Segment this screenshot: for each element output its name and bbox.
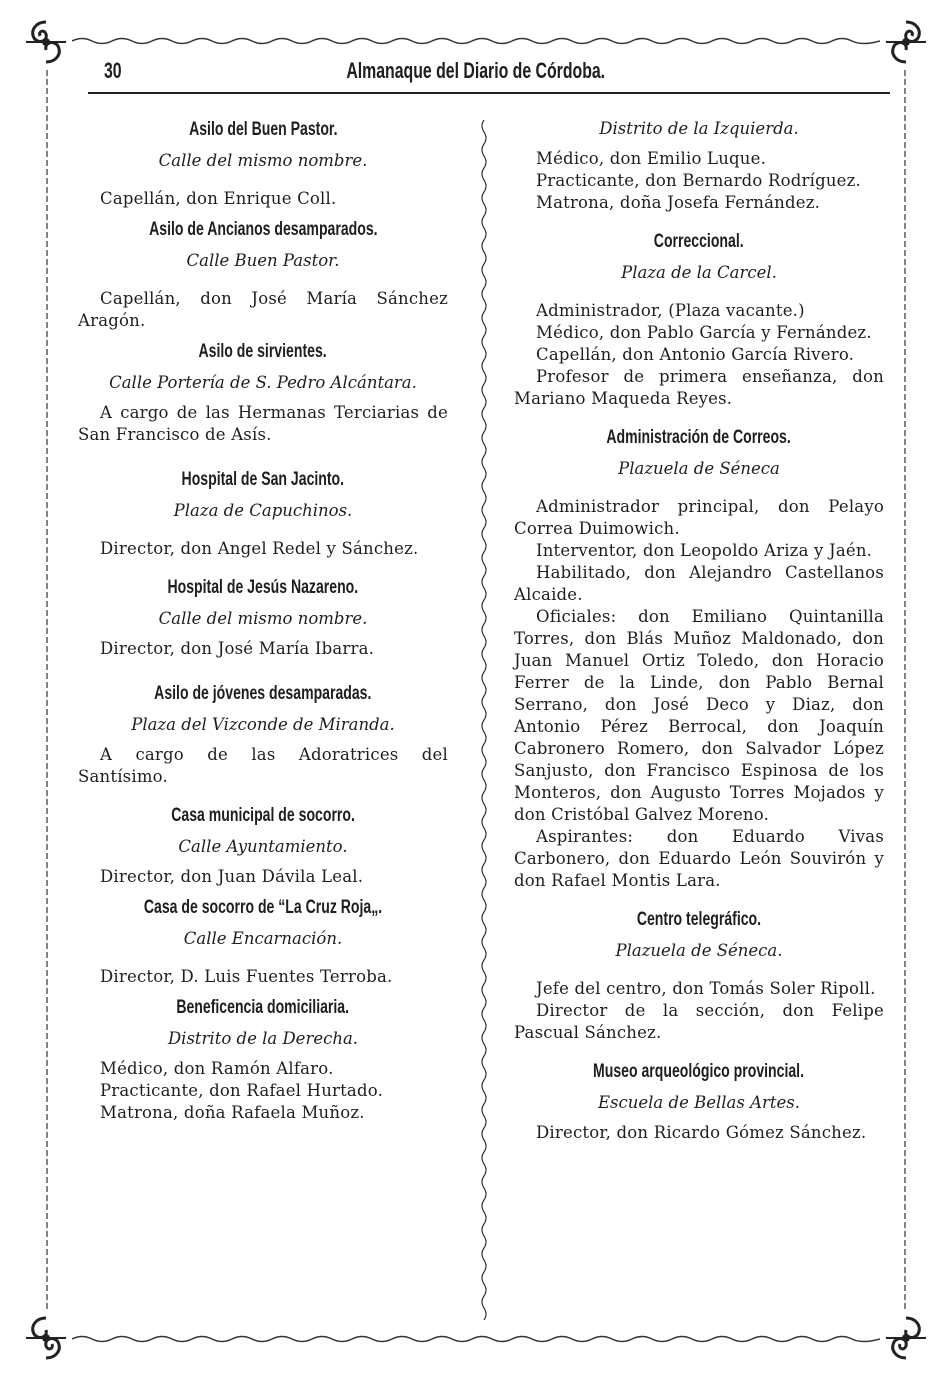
entry-text: A cargo de las Adoratrices del Santísimo. bbox=[78, 745, 448, 786]
running-title-text: Almanaque del Diario de Córdoba. bbox=[346, 58, 606, 83]
section-heading: Asilo de sirvientes. bbox=[198, 341, 328, 362]
section-heading: Hospital de San Jacinto. bbox=[181, 469, 345, 490]
section-heading: Asilo de Ancianos desamparados. bbox=[148, 219, 378, 240]
entry-text: Médico, don Ramón Alfaro. bbox=[100, 1059, 334, 1078]
entry-text: Matrona, doña Josefa Fernández. bbox=[536, 193, 821, 212]
frame-top-border bbox=[72, 36, 880, 46]
entry-text: Capellán, don Enrique Coll. bbox=[100, 189, 337, 208]
header-rule bbox=[88, 92, 890, 94]
section-address: Calle Encarnación. bbox=[183, 929, 343, 948]
entry-text: Habilitado, don Alejandro Castellanos Alcaide. bbox=[514, 563, 884, 604]
section-address: Calle Portería de S. Pedro Alcántara. bbox=[109, 373, 417, 392]
section-address: Calle Ayuntamiento. bbox=[178, 837, 348, 856]
running-title bbox=[0, 58, 952, 84]
section-hospital-san-jacinto bbox=[78, 468, 448, 560]
entry-text: Administrador, (Plaza vacante.) bbox=[536, 301, 805, 320]
entry-text: Director, don Angel Redel y Sánchez. bbox=[100, 539, 419, 558]
frame-bottom-border bbox=[72, 1334, 880, 1344]
column-divider bbox=[478, 120, 490, 1320]
entry-text: Director, D. Luis Fuentes Terroba. bbox=[100, 967, 393, 986]
page-number: 30 bbox=[104, 58, 122, 83]
entry-text: Practicante, don Bernardo Rodríguez. bbox=[536, 171, 861, 190]
section-asilo-sirvientes bbox=[78, 340, 448, 446]
section-address: Plaza del Vizconde de Miranda. bbox=[131, 715, 395, 734]
entry-text: Practicante, don Rafael Hurtado. bbox=[100, 1081, 384, 1100]
section-correccional bbox=[514, 230, 884, 410]
entry-text: Matrona, doña Rafaela Muñoz. bbox=[100, 1103, 365, 1122]
section-address: Calle del mismo nombre. bbox=[158, 151, 368, 170]
section-asilo-buen-pastor bbox=[78, 118, 448, 210]
section-heading: Asilo de jóvenes desamparadas. bbox=[154, 683, 372, 704]
section-address: Plazuela de Séneca. bbox=[615, 941, 783, 960]
section-address: Calle Buen Pastor. bbox=[186, 251, 340, 270]
section-address: Plaza de la Carcel. bbox=[621, 263, 777, 282]
entry-text: Director de la sección, don Felipe Pascual Sánchez. bbox=[514, 1001, 884, 1042]
section-address: Distrito de la Izquierda. bbox=[599, 119, 799, 138]
section-asilo-jovenes bbox=[78, 682, 448, 788]
section-cruz-roja bbox=[78, 896, 448, 988]
entry-text: Oficiales: don Emiliano Quintanilla Torres, don Blás Muñoz Maldonado, don Juan Manuel Ortiz Toledo, don Horacio Ferrer de la Linde, don Pablo Bernal Serrano, don José Deco y Diaz, don Antonio Pérez Berrocal, don Joaquín Cabronero Romero, don Salvador López Sanjusto, don Francisco Espinosa de los Monteros, don Augusto Torres Mojados y don Cristóbal Galvez Moreno. bbox=[514, 607, 884, 824]
section-heading: Museo arqueológico provincial. bbox=[593, 1061, 805, 1082]
entry-text: Médico, don Emilio Luque. bbox=[536, 149, 767, 168]
section-heading: Administración de Correos. bbox=[606, 427, 792, 448]
entry-text: Administrador principal, don Pelayo Correa Duimowich. bbox=[514, 497, 884, 538]
entry-text: Director, don Ricardo Gómez Sánchez. bbox=[536, 1123, 867, 1142]
section-administracion-correos bbox=[514, 426, 884, 892]
left-column bbox=[78, 118, 448, 1124]
entry-text: Jefe del centro, don Tomás Soler Ripoll. bbox=[536, 979, 876, 998]
right-column bbox=[514, 118, 884, 1144]
section-address: Plazuela de Séneca bbox=[618, 459, 780, 478]
section-centro-telegrafico bbox=[514, 908, 884, 1044]
entry-text: Profesor de primera enseñanza, don Mariano Maqueda Reyes. bbox=[514, 367, 884, 408]
entry-text: Interventor, don Leopoldo Ariza y Jaén. bbox=[536, 541, 873, 560]
section-beneficencia-domiciliaria bbox=[78, 996, 448, 1124]
entry-text: Director, don Juan Dávila Leal. bbox=[100, 867, 364, 886]
section-heading: Casa de socorro de “La Cruz Roja„. bbox=[143, 897, 383, 918]
entry-text: A cargo de las Hermanas Terciarias de San Francisco de Asís. bbox=[78, 403, 448, 444]
section-heading: Beneficencia domiciliaria. bbox=[176, 997, 350, 1018]
section-heading: Hospital de Jesús Nazareno. bbox=[167, 577, 359, 598]
section-heading: Correccional. bbox=[654, 231, 744, 252]
section-heading: Centro telegráfico. bbox=[636, 909, 762, 930]
section-asilo-ancianos bbox=[78, 218, 448, 332]
entry-text: Médico, don Pablo García y Fernández. bbox=[536, 323, 872, 342]
frame-right-border bbox=[900, 70, 910, 1310]
frame-left-border bbox=[42, 70, 52, 1310]
section-address: Plaza de Capuchinos. bbox=[173, 501, 353, 520]
section-distrito-izquierda bbox=[514, 118, 884, 214]
entry-text: Director, don José María Ibarra. bbox=[100, 639, 375, 658]
section-address: Distrito de la Derecha. bbox=[167, 1029, 359, 1048]
entry-text: Capellán, don Antonio García Rivero. bbox=[536, 345, 855, 364]
section-heading: Asilo del Buen Pastor. bbox=[188, 119, 338, 140]
section-museo-arqueologico bbox=[514, 1060, 884, 1144]
section-address: Escuela de Bellas Artes. bbox=[598, 1093, 800, 1112]
section-address: Calle del mismo nombre. bbox=[158, 609, 368, 628]
section-hospital-jesus-nazareno bbox=[78, 576, 448, 660]
entry-text: Aspirantes: don Eduardo Vivas Carbonero, don Eduardo León Souvirón y don Rafael Montis Lara. bbox=[514, 827, 884, 890]
entry-text: Capellán, don José María Sánchez Aragón. bbox=[78, 289, 448, 330]
section-heading: Casa municipal de socorro. bbox=[171, 805, 355, 826]
ornament-corner-bottom-left-icon bbox=[18, 1310, 74, 1366]
ornament-corner-bottom-right-icon bbox=[878, 1310, 934, 1366]
section-casa-municipal-socorro bbox=[78, 804, 448, 888]
